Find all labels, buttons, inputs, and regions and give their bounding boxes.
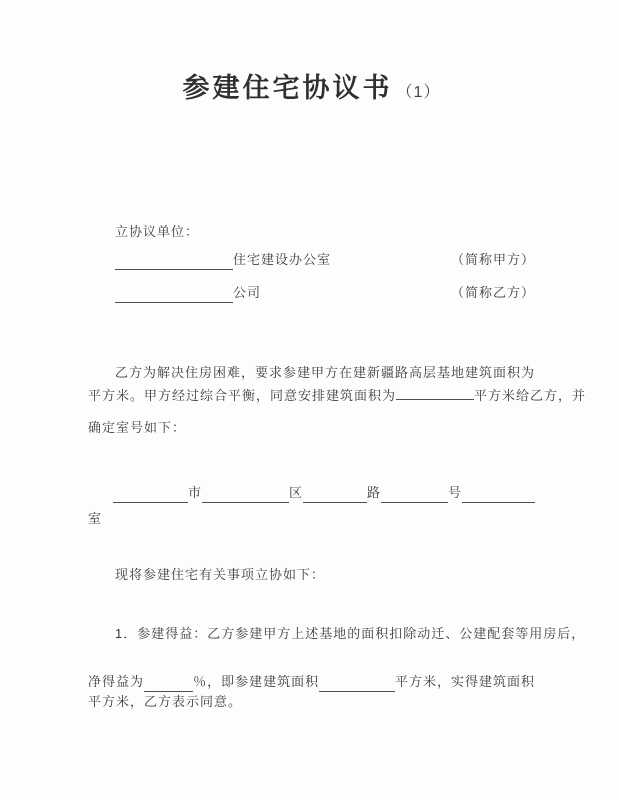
clause-1-paragraph — [88, 624, 586, 726]
number-label: 号 — [448, 485, 463, 500]
title-block — [88, 66, 535, 105]
actual-area-label: 平方米，实得建筑面积 — [394, 674, 535, 689]
request-line-2-post: 平方米给乙方，并 — [474, 388, 587, 403]
road-label: 路 — [367, 485, 382, 500]
party-a-alias: （简称甲方） — [450, 252, 535, 267]
gain-percent-blank-line — [144, 675, 193, 692]
area-blank-line-2 — [396, 383, 474, 400]
clause-1-line-1: 1．参建得益：乙方参建甲方上述基地的面积扣除动迁、公建配套等用房后， — [115, 626, 586, 641]
request-line-1 — [88, 348, 535, 383]
request-line-2 — [88, 383, 587, 418]
party-a-blank-line — [115, 253, 233, 270]
clause-1-line-2 — [88, 658, 535, 692]
party-a-row — [88, 250, 535, 270]
room-label: 室 — [88, 511, 103, 526]
city-label: 市 — [188, 485, 203, 500]
page-title: 参建住宅协议书 — [182, 73, 393, 103]
district-label: 区 — [289, 485, 304, 500]
party-b-name: 公司 — [233, 285, 262, 300]
party-b-blank-line — [115, 286, 233, 303]
party-b-row — [88, 283, 535, 303]
request-paragraph — [88, 348, 587, 453]
road-blank-line — [303, 486, 367, 503]
request-line-3: 确定室号如下： — [88, 420, 187, 435]
built-area-blank-line — [319, 675, 395, 692]
party-a-name: 住宅建设办公室 — [233, 252, 332, 267]
party-b-alias: （简称乙方） — [450, 285, 535, 300]
district-blank-line — [202, 486, 289, 503]
intro-label: 立协议单位： — [115, 224, 200, 239]
lead-in-line: 现将参建住宅有关事项立协如下： — [115, 567, 326, 582]
gain-label: 净得益为 — [88, 674, 145, 689]
title-note: （1） — [396, 84, 441, 101]
address-row — [88, 477, 535, 503]
number-blank-line — [381, 486, 448, 503]
built-area-label: ％，即参建建筑面积 — [193, 674, 320, 689]
request-line-2-pre: 平方米。甲方经过综合平衡，同意安排建筑面积为 — [88, 388, 397, 403]
address-block — [88, 477, 535, 529]
room-blank-line — [462, 486, 535, 503]
request-line-1-text: 乙方为解决住房困难，要求参建甲方在建新疆路高层基地建筑面积为 — [115, 365, 536, 380]
clause-1-line-3: 平方米，乙方表示同意。 — [88, 694, 243, 709]
city-blank-line — [113, 486, 188, 503]
